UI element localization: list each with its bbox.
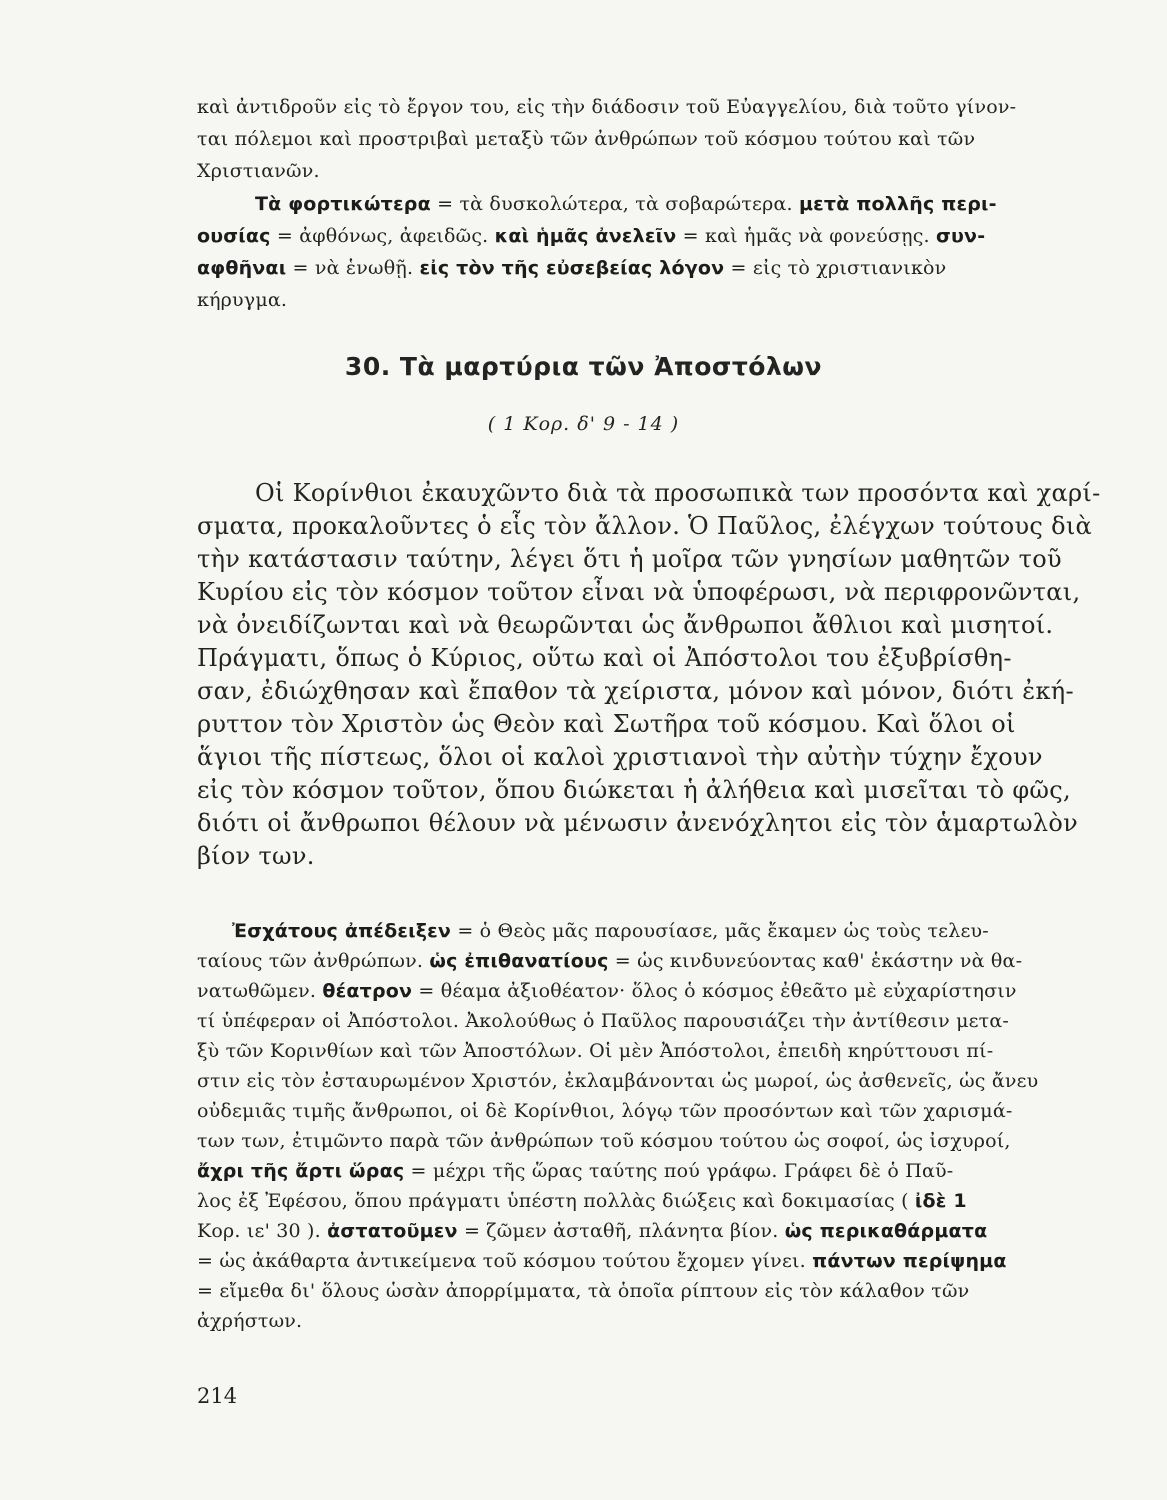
text-line: ται πόλεμοι καὶ προστριβαὶ μεταξὺ τῶν ἀνθρώπων τοῦ κόσμου τούτου καὶ τῶν [197, 128, 976, 150]
text-line: εἰς τὸν κόσμον τοῦτον, ὅπου διώκεται ἡ ἀλήθεια καὶ μισεῖται τὸ φῶς, [197, 776, 1071, 804]
glossary-term: Ἐσχάτους ἀπέδειξεν [232, 920, 452, 942]
glossary-line: τί ὑπέφεραν οἱ Ἀπόστολοι. Ἀκολούθως ὁ Παῦλος παρουσιάζει τὴν ἀντίθεσιν μετα- [197, 1010, 1010, 1032]
glossary-definition: = ἀφθόνως, ἀφειδῶς. [270, 225, 495, 247]
glossary-term: ὡς ἐπιθανατίους [429, 950, 609, 972]
text-line: ρυττον τὸν Χριστὸν ὡς Θεὸν καὶ Σωτῆρα τοῦ κόσμου. Καὶ ὅλοι οἱ [197, 710, 1016, 738]
glossary-line [197, 980, 1017, 1002]
glossary-line [197, 950, 1022, 972]
glossary-line: = εἴμεθα δι' ὅλους ὡσὰν ἀπορρίμματα, τὰ ὁποῖα ρίπτουν εἰς τὸν κάλαθον τῶν [197, 1280, 970, 1302]
glossary-line: οὐδεμιᾶς τιμῆς ἄνθρωποι, οἱ δὲ Κορίνθιοι, λόγῳ τῶν προσόντων καὶ τῶν χαρισμά- [197, 1100, 1013, 1122]
glossary-line: ἀχρήστων. [197, 1310, 303, 1332]
glossary-term: ὡς περικαθάρματα [784, 1220, 988, 1242]
glossary-line [197, 1190, 967, 1212]
text-line: ἅγιοι τῆς πίστεως, ὅλοι οἱ καλοὶ χριστιανοὶ τὴν αὐτὴν τύχην ἔχουν [197, 743, 1043, 771]
section-title: 30. Τὰ μαρτύρια τῶν Ἀποστόλων [344, 352, 823, 381]
glossary-line [197, 289, 287, 311]
glossary-definition: = ζῶμεν ἀσταθῆ, πλάνητα βίον. [457, 1220, 785, 1242]
glossary-definition: = νὰ ἑνωθῇ. [286, 257, 420, 279]
scripture-reference: ( 1 Κορ. δ' 9 - 14 ) [487, 413, 680, 435]
glossary-line: ξὺ τῶν Κορινθίων καὶ τῶν Ἀποστόλων. Οἱ μὲν Ἀπόστολοι, ἐπειδὴ κηρύττουσι πί- [197, 1040, 994, 1062]
text-line: καὶ ἀντιδροῦν εἰς τὸ ἔργον του, εἰς τὴν διάδοσιν τοῦ Εὐαγγελίου, διὰ τοῦτο γίνον- [197, 96, 1017, 118]
glossary-term: ἰδὲ 1 [914, 1190, 967, 1212]
glossary-definition: νατωθῶμεν. [197, 980, 323, 1002]
text-line: Κυρίου εἰς τὸν κόσμον τοῦτον εἶναι νὰ ὑποφέρωσι, νὰ περιφρονῶνται, [197, 578, 1081, 606]
text-line: Πράγματι, ὅπως ὁ Κύριος, οὕτω καὶ οἱ Ἀπόστολοι του ἐξυβρίσθη- [197, 644, 1012, 672]
glossary-term: Τὰ φορτικώτερα [255, 193, 431, 215]
glossary-definition: = καὶ ἡμᾶς νὰ φονεύσῃς. [676, 225, 937, 247]
glossary-term: ἄχρι τῆς ἄρτι ὥρας [197, 1160, 405, 1182]
glossary-term: ἀστατοῦμεν [327, 1220, 458, 1242]
glossary-line [255, 193, 997, 215]
glossary-definition: = εἰς τὸ χριστιανικὸν [724, 257, 947, 279]
text-line: Χριστιανῶν. [197, 160, 320, 182]
glossary-definition: = τὰ δυσκολώτερα, τὰ σοβαρώτερα. [430, 193, 799, 215]
glossary-definition: ταίους τῶν ἀνθρώπων. [197, 950, 430, 972]
glossary-definition: = μέχρι τῆς ὥρας ταύτης πού γράφω. Γράφει δὲ ὁ Παῦ- [404, 1160, 954, 1182]
text-line: νὰ ὀνειδίζωνται καὶ νὰ θεωρῶνται ὡς ἄνθρωποι ἄθλιοι καὶ μισητοί. [197, 611, 1054, 639]
glossary-definition: = θέαμα ἀξιοθέατον· ὅλος ὁ κόσμος ἐθεᾶτο μὲ εὐχαρίστησιν [412, 980, 1017, 1002]
text-line: τὴν κατάστασιν ταύτην, λέγει ὅτι ἡ μοῖρα τῶν γνησίων μαθητῶν τοῦ [197, 545, 1062, 573]
glossary-definition: = ὡς ἀκάθαρτα ἀντικείμενα τοῦ κόσμου τούτου ἔχομεν γίνει. [197, 1250, 813, 1272]
glossary-term: θέατρον [322, 980, 413, 1002]
glossary-line [197, 225, 985, 247]
text-line: διότι οἱ ἄνθρωποι θέλουν νὰ μένωσιν ἀνενόχλητοι εἰς τὸν ἁμαρτωλὸν [197, 809, 1079, 837]
glossary-definition: = ὡς κινδυνεύοντας καθ' ἑκάστην νὰ θα- [608, 950, 1023, 972]
glossary-line [232, 920, 989, 942]
glossary-line [197, 1250, 1007, 1272]
glossary-term: συν- [936, 225, 986, 247]
glossary-term: καὶ ἡμᾶς ἀνελεῖν [494, 225, 677, 247]
glossary-line: των των, ἐτιμῶντο παρὰ τῶν ἀνθρώπων τοῦ κόσμου τούτου ὡς σοφοί, ὡς ἰσχυροί, [197, 1130, 1011, 1152]
text-line: βίον των. [197, 842, 315, 870]
text-line: σματα, προκαλοῦντες ὁ εἷς τὸν ἄλλον. Ὁ Παῦλος, ἐλέγχων τούτους διὰ [197, 512, 1093, 540]
glossary-definition: = ὁ Θεὸς μᾶς παρουσίασε, μᾶς ἔκαμεν ὡς τοὺς τελευ- [451, 920, 989, 942]
glossary-term: ουσίας [197, 225, 271, 247]
glossary-line [197, 257, 946, 279]
glossary-term: πάντων περίψημα [812, 1250, 1007, 1272]
text-line: Οἱ Κορίνθιοι ἐκαυχῶντο διὰ τὰ προσωπικὰ των προσόντα καὶ χαρί- [255, 479, 1101, 507]
page-number: 214 [197, 1384, 238, 1408]
glossary-definition: κήρυγμα. [197, 289, 288, 311]
glossary-term: μετὰ πολλῆς περι- [798, 193, 997, 215]
glossary-line [197, 1160, 953, 1182]
text-line: σαν, ἐδιώχθησαν καὶ ἔπαθον τὰ χείριστα, μόνον καὶ μόνον, διότι ἐκή- [197, 677, 1074, 705]
glossary-term: εἰς τὸν τῆς εὐσεβείας λόγον [419, 257, 725, 279]
glossary-line [197, 1220, 987, 1242]
glossary-term: αφθῆναι [197, 257, 287, 279]
glossary-definition: Κορ. ιε' 30 ). [197, 1220, 328, 1242]
glossary-line: στιν εἰς τὸν ἐσταυρωμένον Χριστόν, ἐκλαμβάνονται ὡς μωροί, ὡς ἀσθενεῖς, ὡς ἄνευ [197, 1070, 1039, 1092]
glossary-definition: λος ἐξ Ἐφέσου, ὅπου πράγματι ὑπέστη πολλὰς διώξεις καὶ δοκιμασίας ( [197, 1190, 915, 1212]
